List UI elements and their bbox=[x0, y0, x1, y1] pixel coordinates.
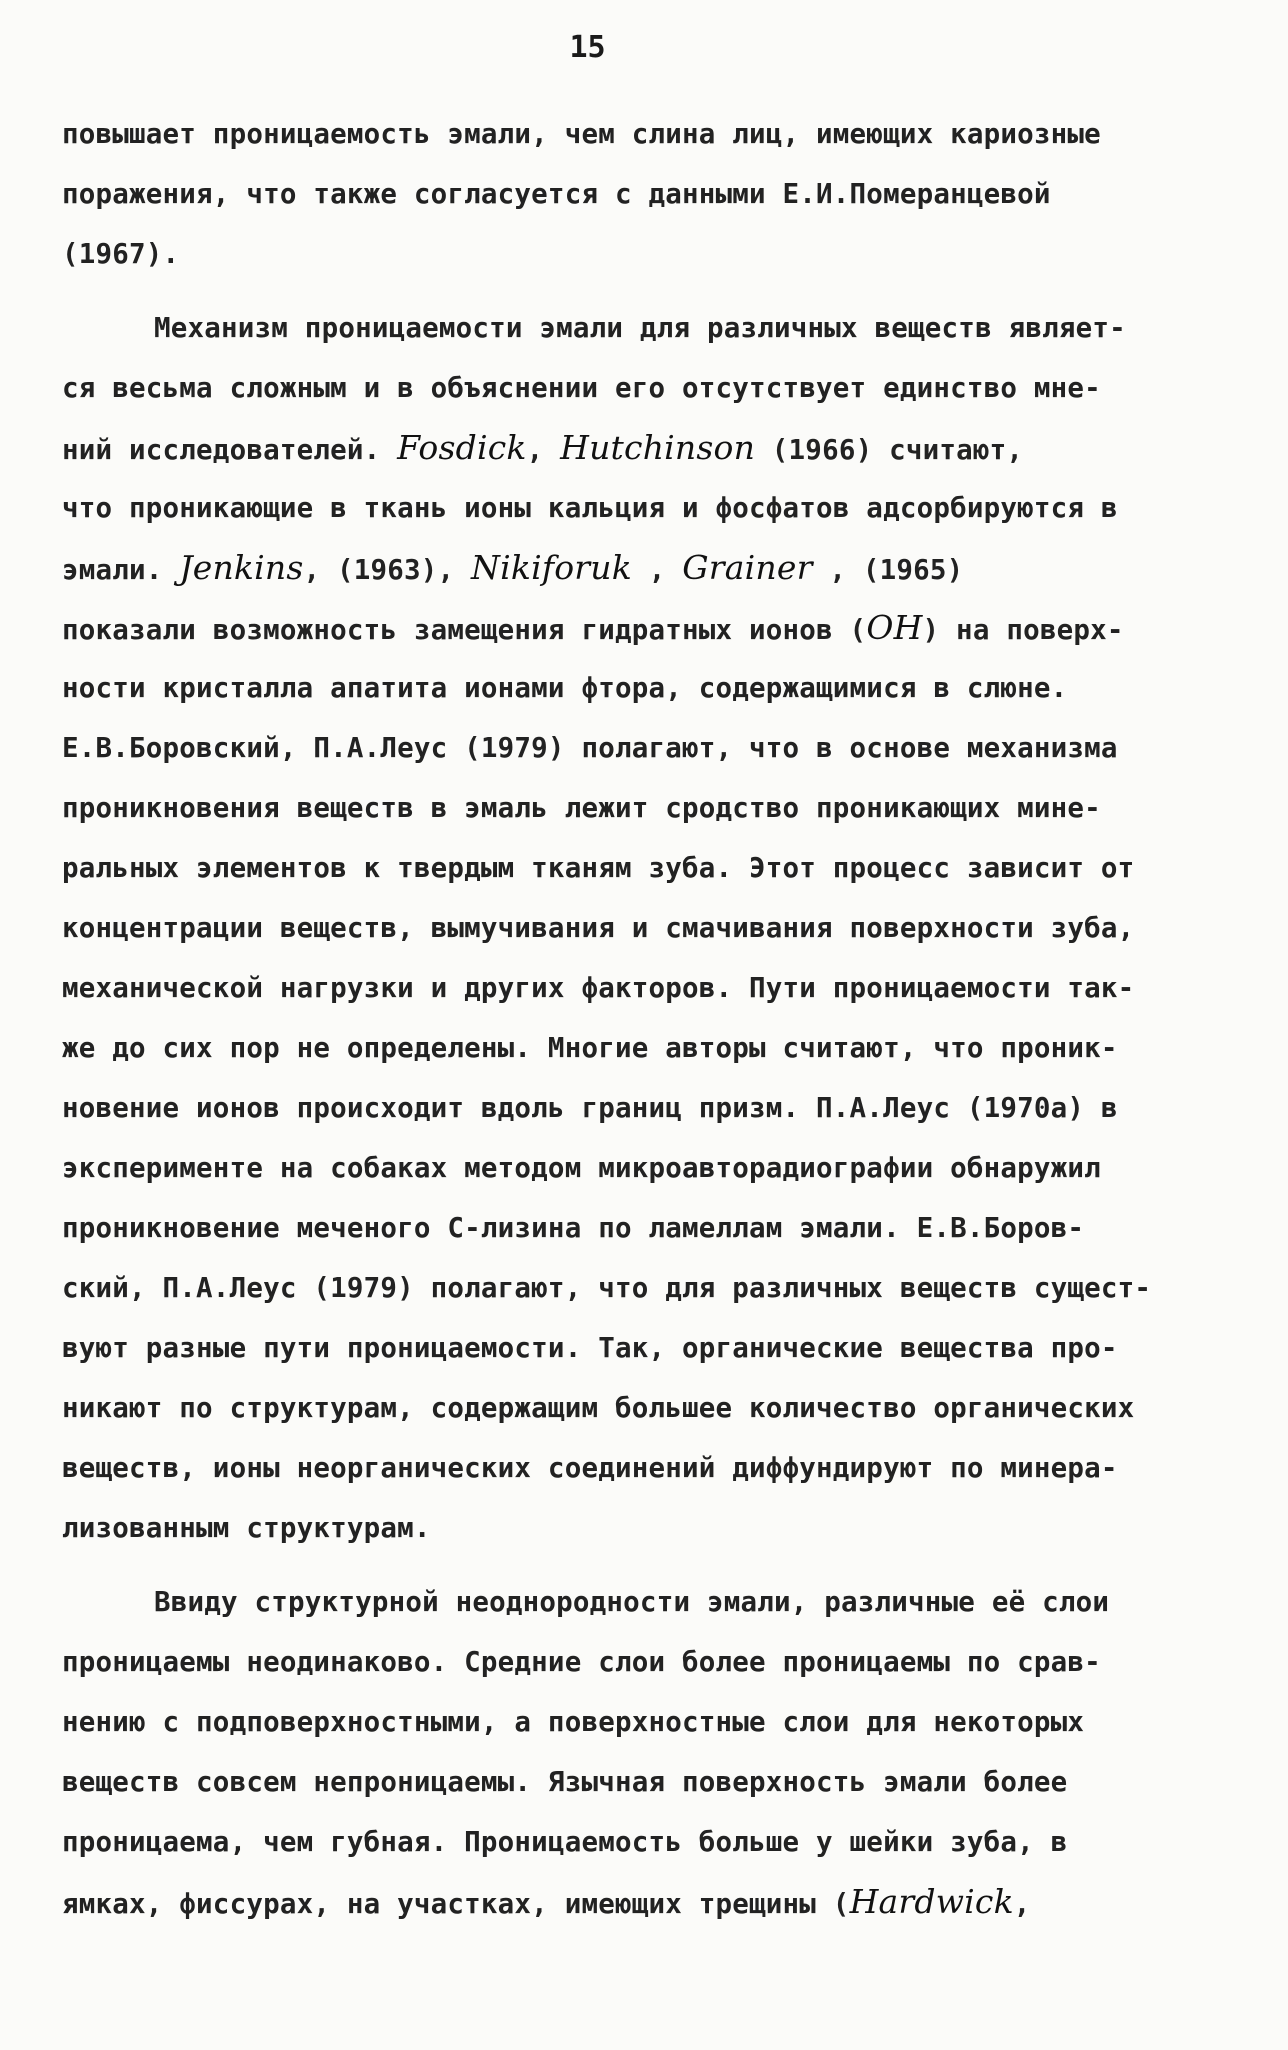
handwritten-author-name: Jenkins bbox=[179, 548, 304, 587]
text-line: ский, П.А.Леус (1979) полагают, что для различных веществ сущест- bbox=[62, 1272, 1152, 1304]
text-line: механической нагрузки и других факторов. Пути проницаемости так- bbox=[62, 972, 1135, 1004]
handwritten-author-name: Hardwick bbox=[849, 1882, 1014, 1921]
text-line: же до сих пор не определены. Многие авторы считают, что проник- bbox=[62, 1032, 1118, 1064]
text-line bbox=[62, 538, 1242, 598]
text-line: ности кристалла апатита ионами фтора, содержащимися в слюне. bbox=[62, 672, 1068, 704]
text-fragment: , (1965) bbox=[829, 554, 964, 586]
text-fragment: , bbox=[526, 434, 544, 466]
text-fragment: , bbox=[648, 554, 666, 586]
text-line: веществ совсем непроницаемы. Язычная поверхность эмали более bbox=[62, 1766, 1068, 1798]
text-fragment: , (1963), bbox=[303, 554, 455, 586]
text-line: ральных элементов к твердым тканям зуба. Этот процесс зависит от bbox=[62, 852, 1135, 884]
paragraph-3 bbox=[62, 1572, 1242, 1932]
text-line: проницаема, чем губная. Проницаемость больше у шейки зуба, в bbox=[62, 1826, 1068, 1858]
text-line: (1967). bbox=[62, 238, 180, 270]
text-line bbox=[62, 598, 1242, 658]
text-line: эксперименте на собаках методом микроавторадиографии обнаружил bbox=[62, 1152, 1101, 1184]
text-line: поражения, что также согласуется с данными Е.И.Померанцевой bbox=[62, 178, 1051, 210]
text-line: новение ионов происходит вдоль границ призм. П.А.Леус (1970а) в bbox=[62, 1092, 1118, 1124]
text-line: Механизм проницаемости эмали для различных веществ являет- bbox=[154, 312, 1126, 344]
text-line: веществ, ионы неорганических соединений диффундируют по минера- bbox=[62, 1452, 1118, 1484]
text-line: что проникающие в ткань ионы кальция и фосфатов адсорбируются в bbox=[62, 492, 1118, 524]
text-line bbox=[62, 418, 1242, 478]
text-fragment: показали возможность замещения гидратных ионов ( bbox=[62, 614, 867, 646]
text-line: лизованным структурам. bbox=[62, 1512, 431, 1544]
text-line: проникновения веществ в эмаль лежит сродство проникающих мине- bbox=[62, 792, 1101, 824]
paragraph-2 bbox=[62, 298, 1242, 1558]
text-line: нению с подповерхностными, а поверхностные слои для некоторых bbox=[62, 1706, 1085, 1738]
body-text bbox=[62, 104, 1242, 1932]
handwritten-author-name: Fosdick bbox=[397, 428, 527, 467]
text-line bbox=[62, 1872, 1242, 1932]
handwritten-formula: OH bbox=[866, 608, 923, 647]
text-fragment: ямках, фиссурах, на участках, имеющих трещины ( bbox=[62, 1888, 850, 1920]
text-fragment: ) на поверх- bbox=[922, 614, 1124, 646]
text-fragment: эмали. bbox=[62, 554, 163, 586]
paragraph-1 bbox=[62, 104, 1242, 284]
handwritten-author-name: Grainer bbox=[682, 548, 813, 587]
text-line: концентрации веществ, вымучивания и смачивания поверхности зуба, bbox=[62, 912, 1135, 944]
text-line: Ввиду структурной неоднородности эмали, различные её слои bbox=[154, 1586, 1110, 1618]
text-fragment: (1966) считают, bbox=[771, 434, 1024, 466]
text-fragment: , bbox=[1013, 1888, 1031, 1920]
text-fragment: ний исследователей. bbox=[62, 434, 381, 466]
handwritten-author-name: Nikiforuk bbox=[471, 548, 632, 587]
page-number: 15 bbox=[569, 30, 606, 65]
text-line: проникновение меченого С-лизина по ламеллам эмали. Е.В.Боров- bbox=[62, 1212, 1085, 1244]
text-line: ся весьма сложным и в объяснении его отсутствует единство мне- bbox=[62, 372, 1101, 404]
text-line: проницаемы неодинаково. Средние слои более проницаемы по срав- bbox=[62, 1646, 1101, 1678]
text-line: повышает проницаемость эмали, чем слина лиц, имеющих кариозные bbox=[62, 118, 1101, 150]
handwritten-author-name: Hutchinson bbox=[560, 428, 756, 467]
text-line: вуют разные пути проницаемости. Так, органические вещества про- bbox=[62, 1332, 1118, 1364]
text-line: никают по структурам, содержащим большее количество органических bbox=[62, 1392, 1135, 1424]
text-line: Е.В.Боровский, П.А.Леус (1979) полагают, что в основе механизма bbox=[62, 732, 1118, 764]
